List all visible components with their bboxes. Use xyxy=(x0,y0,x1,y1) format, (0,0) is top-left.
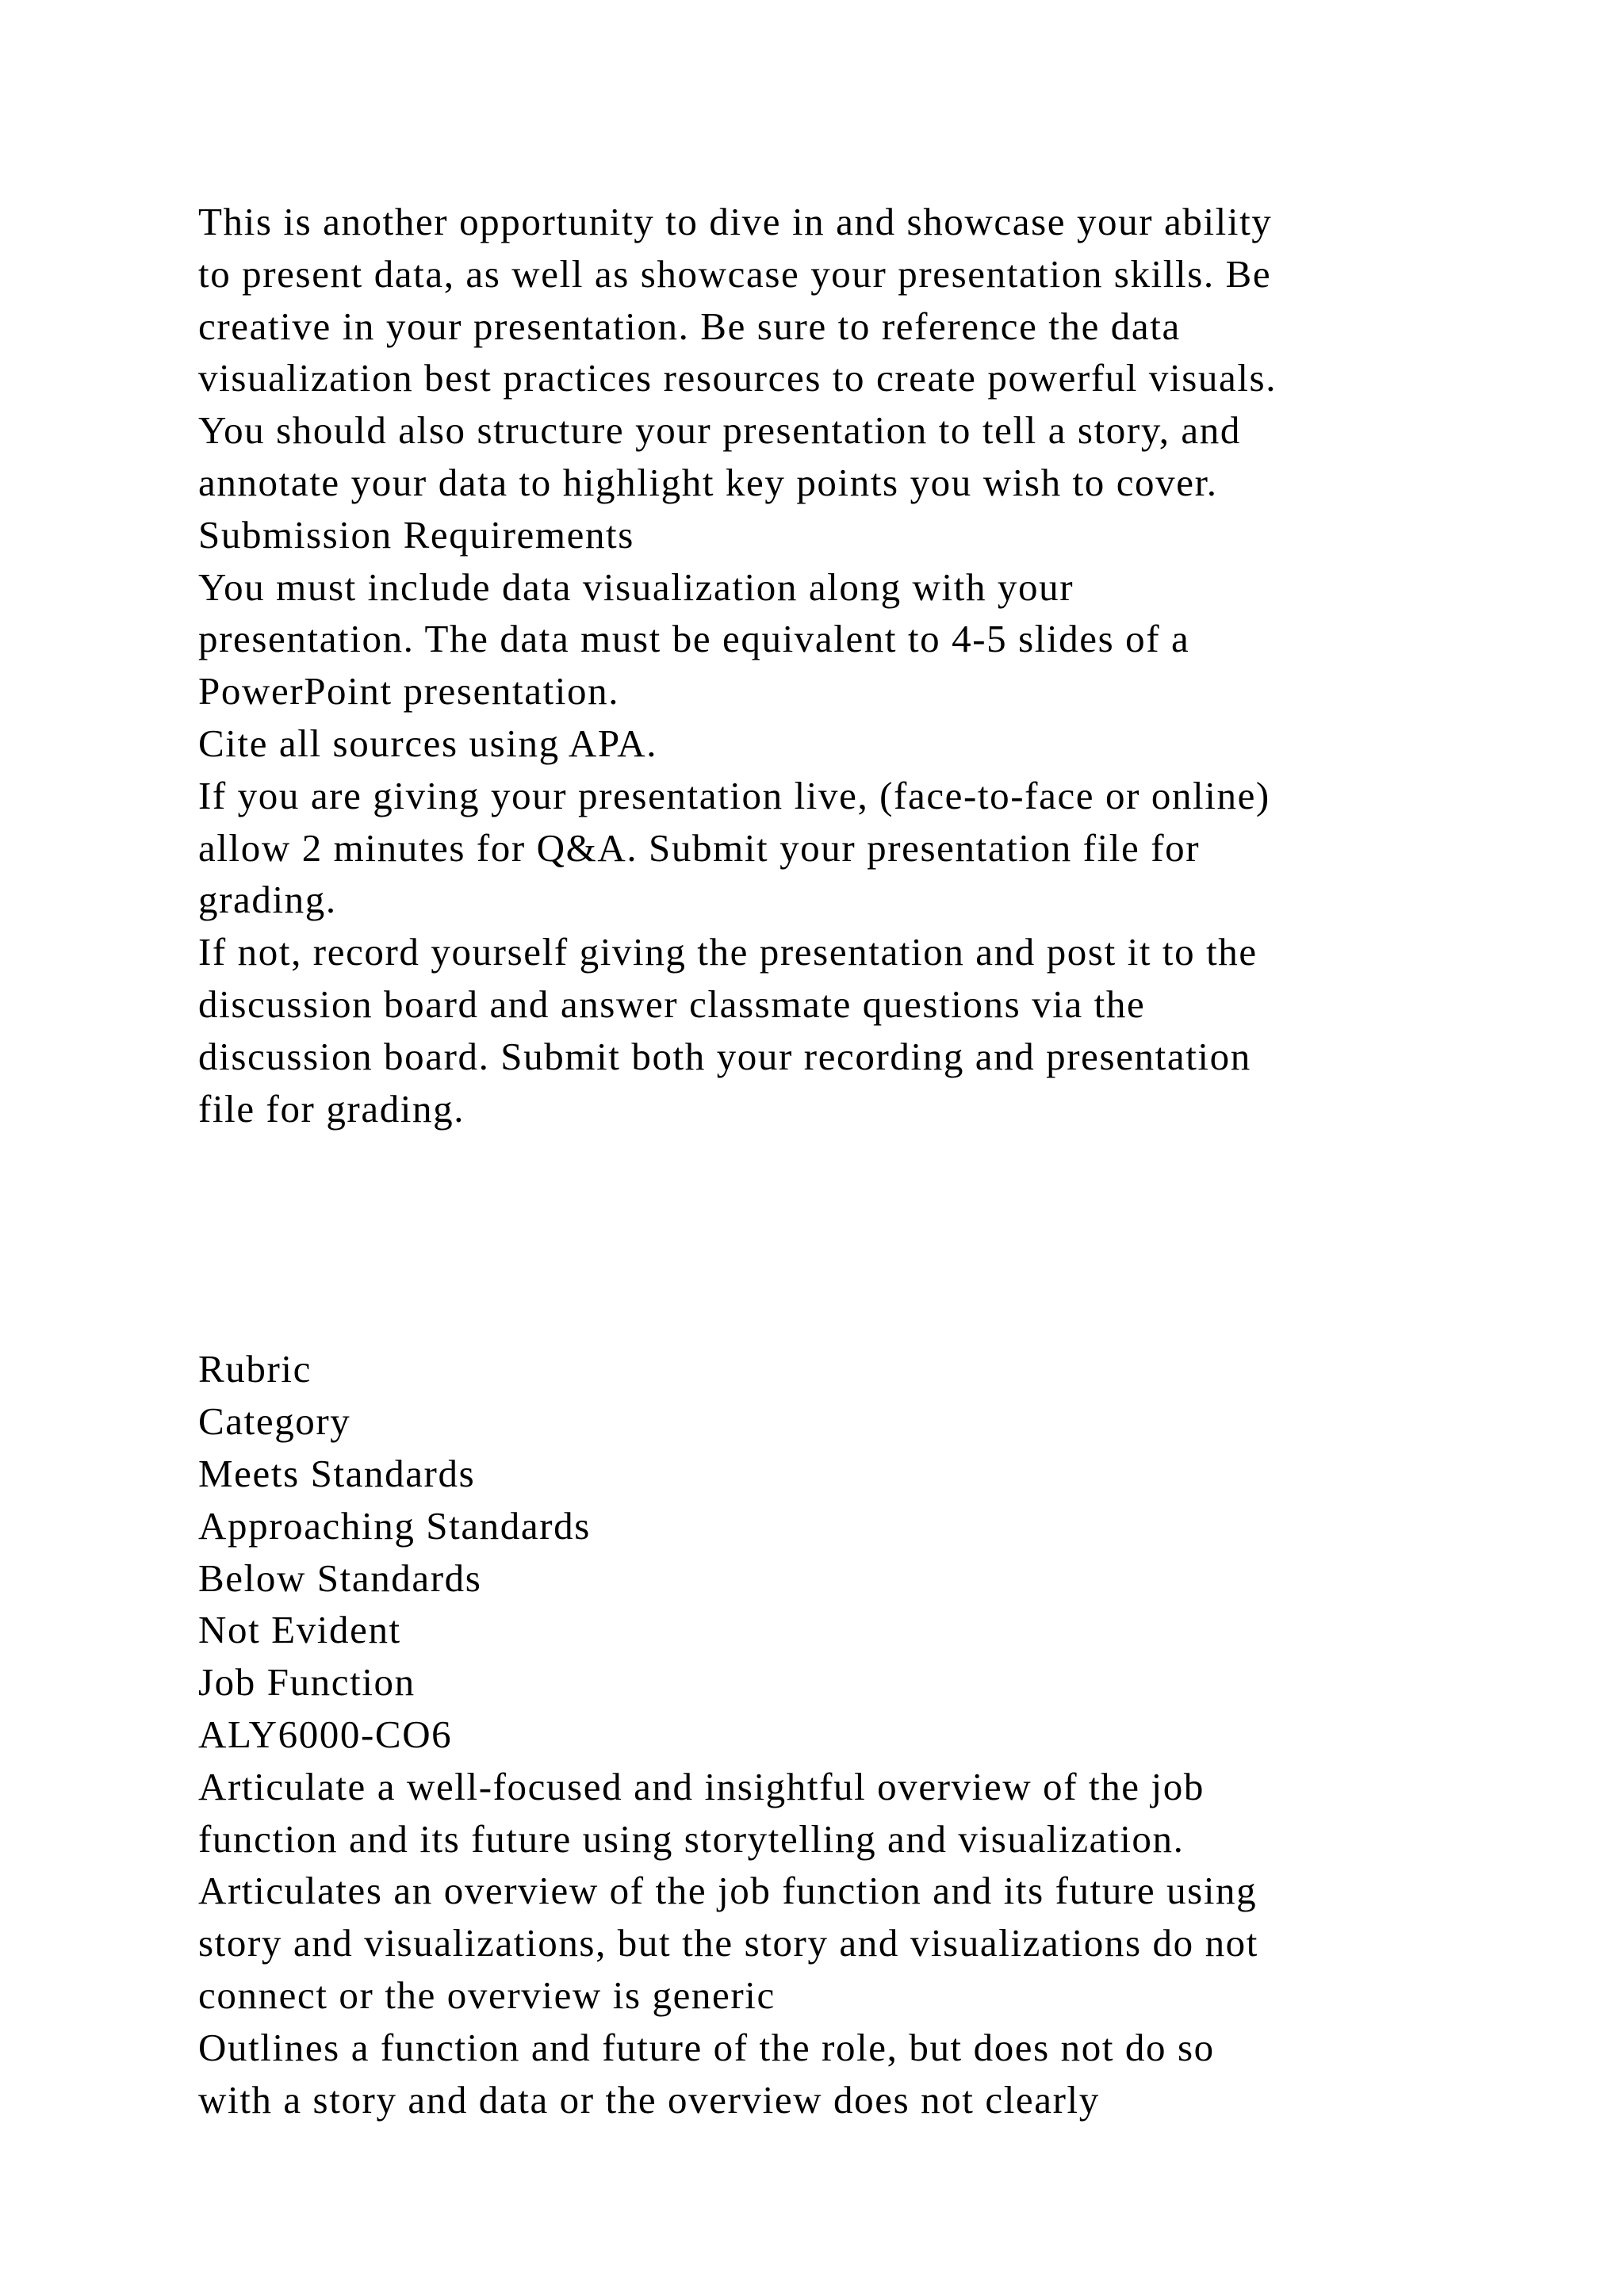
rubric-body-line: with a story and data or the overview does not clearly xyxy=(198,2077,1100,2122)
requirement-line: grading. xyxy=(198,878,337,922)
rubric-body-line: Articulate a well-focused and insightful overview of the job xyxy=(198,1764,1205,1808)
rubric-header-line: Below Standards xyxy=(198,1556,482,1600)
intro-line: visualization best practices resources to create powerful visuals. xyxy=(198,356,1277,400)
intro-line: creative in your presentation. Be sure to reference the data xyxy=(198,304,1181,348)
intro-line: to present data, as well as showcase your presentation skills. Be xyxy=(198,251,1272,296)
requirement-line: If not, record yourself giving the presentation and post it to the xyxy=(198,930,1258,974)
requirement-line: file for grading. xyxy=(198,1086,465,1131)
rubric-header-line: Job Function xyxy=(198,1660,416,1705)
rubric-header-line: Approaching Standards xyxy=(198,1503,591,1548)
requirement-line: Cite all sources using APA. xyxy=(198,721,658,765)
rubric-header-line: Meets Standards xyxy=(198,1451,476,1495)
rubric-body-line: connect or the overview is generic xyxy=(198,1973,776,2017)
requirement-line: presentation. The data must be equivalent to 4-5 slides of a xyxy=(198,617,1190,661)
rubric-body-line: function and its future using storytelling and visualization. xyxy=(198,1816,1185,1861)
section-spacer xyxy=(198,1135,1546,1343)
requirements-section xyxy=(198,561,1546,1135)
rubric-heading: Rubric xyxy=(198,1347,312,1391)
rubric-body-section xyxy=(198,1761,1546,2126)
rubric-body-line: story and visualizations, but the story and visualizations do not xyxy=(198,1921,1258,1965)
rubric-body-line: Outlines a function and future of the role, but does not do so xyxy=(198,2025,1215,2069)
rubric-header-line: Not Evident xyxy=(198,1608,401,1652)
rubric-header-line: Category xyxy=(198,1399,351,1444)
requirement-line: discussion board. Submit both your recording and presentation xyxy=(198,1034,1251,1078)
rubric-header-section xyxy=(198,1395,1546,1761)
document-body xyxy=(198,196,1546,2126)
rubric-header-line: ALY6000-CO6 xyxy=(198,1712,453,1756)
submission-heading: Submission Requirements xyxy=(198,512,634,557)
intro-line: You should also structure your presentation to tell a story, and xyxy=(198,408,1241,453)
rubric-body-line: Articulates an overview of the job function and its future using xyxy=(198,1869,1258,1913)
requirement-line: If you are giving your presentation live, (face-to-face or online) xyxy=(198,773,1270,817)
requirement-line: PowerPoint presentation. xyxy=(198,669,620,714)
intro-line: This is another opportunity to dive in and showcase your ability xyxy=(198,200,1273,243)
requirement-line: discussion board and answer classmate questions via the xyxy=(198,982,1146,1026)
intro-line: annotate your data to highlight key points you wish to cover. xyxy=(198,460,1218,504)
requirement-line: You must include data visualization along with your xyxy=(198,564,1074,609)
intro-paragraph xyxy=(198,196,1546,509)
requirement-line: allow 2 minutes for Q&A. Submit your presentation file for xyxy=(198,825,1201,870)
